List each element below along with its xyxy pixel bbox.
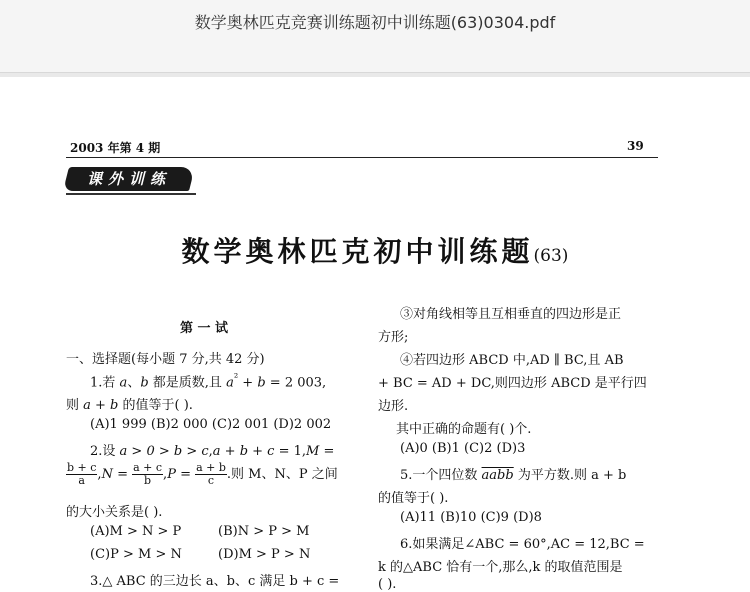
q2-sep-1: , [97,467,102,482]
correct-count-options: (A)0 (B)1 (C)2 (D)3 [400,441,526,456]
banner-underline [66,193,196,195]
q5-tail: 为平方数.则 a + b [513,468,627,483]
q2-text: 2.设 [90,444,120,459]
question-6-line-3: ( ). [378,577,397,592]
question-5-line-2: 的值等于( ). [378,491,449,506]
fraction-m-denominator: a [78,474,85,487]
issue-label: 2003 年第 4 期 [70,141,161,155]
q1-var-b2: b [257,375,266,391]
question-2-line-3: 的大小关系是( ). [66,505,163,520]
question-6-line-2: k 的△ABC 恰有一个,那么,k 的取值范围是 [378,560,623,575]
q2-var-n: N [101,467,113,482]
q1-text-2: 都是质数,且 [148,375,227,391]
q2-eq-n: = [112,467,133,482]
statement-3-line-1: ③对角线相等且互相垂直的四边形是正 [400,307,622,322]
q1-var-a: a [119,375,128,391]
section-heading: 第 一 试 [180,321,229,336]
q2-sum-value: = 1, [274,444,307,459]
fraction-p [195,462,227,487]
article-title [0,230,750,270]
q5-number: aabb [481,468,514,483]
q2-tail: .则 M、N、P 之间 [226,467,338,482]
q1-exp: ² [233,371,239,384]
section-banner-label: 课外训练 [86,170,171,188]
question-3-line-1: 3.△ ABC 的三边长 a、b、c 满足 b + c = [90,574,340,589]
fraction-n-numerator: a + c [133,461,163,474]
q2-ineq: a > 0 > b > c [119,444,209,459]
statement-4-line-1: ④若四边形 ABCD 中,AD ∥ BC,且 AB [400,353,624,368]
statement-4-line-2: + BC = AD + DC,则四边形 ABCD 是平行四 [378,376,647,391]
question-6-line-1: 6.如果满足∠ABC = 60°,AC = 12,BC = [400,537,645,552]
q2-option-a: (A)M > N > P [90,524,182,539]
q2-option-c: (C)P > M > N [90,547,182,562]
q1-var-b: b [140,375,149,391]
q2-option-b: (B)N > P > M [218,524,310,539]
statement-4-line-3: 边形. [378,399,409,414]
q1-plus: + [238,375,258,391]
q2-var-p: P [167,467,176,482]
q2-comma: , [208,444,213,459]
q5-text: 5.一个四位数 [400,468,482,483]
correct-count-question: 其中正确的命题有( )个. [396,422,532,437]
q1-sep: 、 [127,375,141,391]
q1-ask: 的值等于( ). [118,398,193,413]
question-2-line-1 [90,440,334,459]
question-5-options: (A)11 (B)10 (C)9 (D)8 [400,510,542,525]
statement-3-line-2: 方形; [378,330,409,345]
question-1-line-1 [90,371,326,390]
q2-sep-2: , [163,467,168,482]
pdf-page [0,77,750,590]
q1-text: 1.若 [90,375,116,391]
fraction-n [132,462,163,487]
article-title-text: 数学奥林匹克初中训练题 [181,235,534,268]
question-1-line-2 [66,394,193,413]
q2-eq: = [319,444,335,459]
viewer-toolbar [0,0,750,73]
document-title: 数学奥林匹克竞赛训练题初中训练题(63)0304.pdf [194,13,556,32]
header-rule [66,157,658,158]
q1-var-a2: a [226,375,234,391]
q2-var-m: M [306,444,320,459]
fraction-m-numerator: b + c [67,461,97,474]
question-1-options: (A)1 999 (B)2 000 (C)2 001 (D)2 002 [90,417,332,432]
question-2-line-2 [66,462,338,487]
q1-then: 则 [66,398,84,413]
q2-eq-p: = [175,467,196,482]
fraction-p-denominator: c [207,474,215,487]
q2-option-d: (D)M > P > N [218,547,311,562]
page-number: 39 [627,139,644,153]
q1-value: = 2 003, [265,375,327,391]
q1-expr: a + b [83,398,119,413]
q2-sum: a + b + c [212,444,275,459]
fraction-p-numerator: a + b [196,461,226,474]
part-heading: 一、选择题(每小题 7 分,共 42 分) [66,352,265,367]
fraction-m [66,462,97,487]
fraction-n-denominator: b [144,474,152,487]
article-title-number: (63) [533,246,569,266]
question-5-line-1 [400,464,626,483]
